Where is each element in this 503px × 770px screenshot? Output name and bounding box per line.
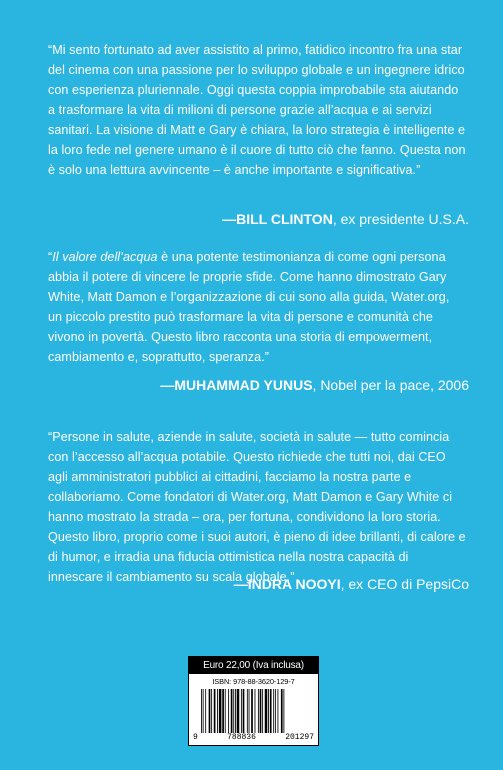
quote-open-mark: “ (48, 250, 53, 264)
barcode-bar (231, 689, 233, 733)
barcode-bar (262, 689, 263, 733)
barcode-digit-group2: 201297 (285, 733, 314, 742)
quote-yunus (48, 247, 466, 367)
barcode-digit-first: 9 (193, 733, 198, 742)
barcode-bar (233, 689, 234, 733)
barcode-bar (225, 689, 226, 733)
barcode-bar (281, 689, 283, 733)
barcode-label (188, 656, 319, 746)
barcode-bar (209, 689, 211, 733)
author-role: , Nobel per la pace, 2006 (312, 377, 469, 393)
author-name: —INDRA NOOYI (233, 576, 341, 592)
barcode-bar (237, 689, 240, 733)
quote-clinton (48, 40, 466, 180)
barcode-bar (273, 689, 274, 733)
barcode-digits (193, 733, 314, 743)
price-label: Euro 22,00 (Iva inclusa) (189, 657, 318, 674)
barcode-bar (283, 689, 284, 733)
author-name: —BILL CLINTON (222, 211, 333, 227)
barcode-graphic (201, 689, 307, 733)
author-role: , ex CEO di PepsiCo (340, 576, 469, 592)
barcode-bar (219, 689, 222, 733)
author-role: , ex presidente U.S.A. (332, 211, 469, 227)
barcode-bar (265, 689, 268, 733)
barcode-bar (275, 689, 276, 733)
quote-text: è una potente testimonianza di come ogni persona abbia il potere di vincere le proprie sfide. Come hanno dimostrato Gary White, Matt Damon e l’organizzazione di cui sono alla guida, Water.org, un piccolo prestito può trasformare la vita di persone e comunità che vivono in povertà. Questo libro racconta una storia di empowerment, cambiamento e, soprattutto, speranza.” (48, 250, 450, 364)
book-title: Il valore dell’acqua (52, 250, 158, 264)
attribution-nooyi (234, 575, 469, 593)
quote-text: “Mi sento fortunato ad aver assistito al primo, fatidico incontro fra una star del cinema con una passione per lo sviluppo globale e un ingegnere idrico con esperienza pluriennale. Oggi questa coppia improbabile sta aiutando a trasformare la vita di milioni di persone grazie all’acqua e ai servizi sanitari. La visione di Matt e Gary è chiara, la loro strategia è intelligente e la loro fede nel genere umano è il cuore di tutto ciò che fanno. Questa non è solo una lettura avvincente – è anche importante e significativa.” (48, 43, 466, 177)
attribution-clinton (222, 210, 469, 228)
barcode-bar (270, 689, 272, 733)
barcode-digit-group1: 788836 (227, 733, 256, 742)
quote-nooyi (48, 427, 466, 587)
barcode-bar (203, 689, 204, 733)
barcode-bar (228, 689, 229, 733)
barcode-bar (247, 689, 248, 733)
attribution-yunus (160, 376, 469, 394)
isbn-label: ISBN: 978-88-3620-129-7 (212, 677, 295, 686)
barcode-bar (255, 689, 256, 733)
barcode-bar (251, 689, 253, 733)
barcode-bar (222, 689, 224, 733)
barcode-bar (249, 689, 250, 733)
barcode-bar (268, 689, 269, 733)
barcode-bars (201, 689, 307, 733)
barcode-bar (258, 689, 259, 733)
barcode-bar (235, 689, 236, 733)
barcode-bar (241, 689, 242, 733)
barcode-bar (214, 689, 216, 733)
barcode-bar (278, 689, 279, 733)
quote-text: “Persone in salute, aziende in salute, società in salute — tutto comincia con l’accesso all’acqua potabile. Questo richiede che tutti noi, dai CEO agli amministratori pubblici ai cittadini, facciamo la nostra parte e collaboriamo. Come fondatori di Water.org, Matt Damon e Gary White ci hanno mostrato la strada – ora, per fortuna, condividono la loro storia. Questo libro, proprio come i suoi autori, è pieno di idee brillanti, di calore e di humor, e irradia una fiducia ottimistica nella nostra capacità di innescare il cambiamento su scala globale.” (48, 430, 466, 584)
barcode-bar (260, 689, 262, 733)
barcode-bar (211, 689, 212, 733)
barcode-bar (243, 689, 245, 733)
barcode-bar (205, 689, 206, 733)
barcode-bar (217, 689, 218, 733)
author-name: —MUHAMMAD YUNUS (160, 377, 313, 393)
barcode-bar (201, 689, 202, 733)
